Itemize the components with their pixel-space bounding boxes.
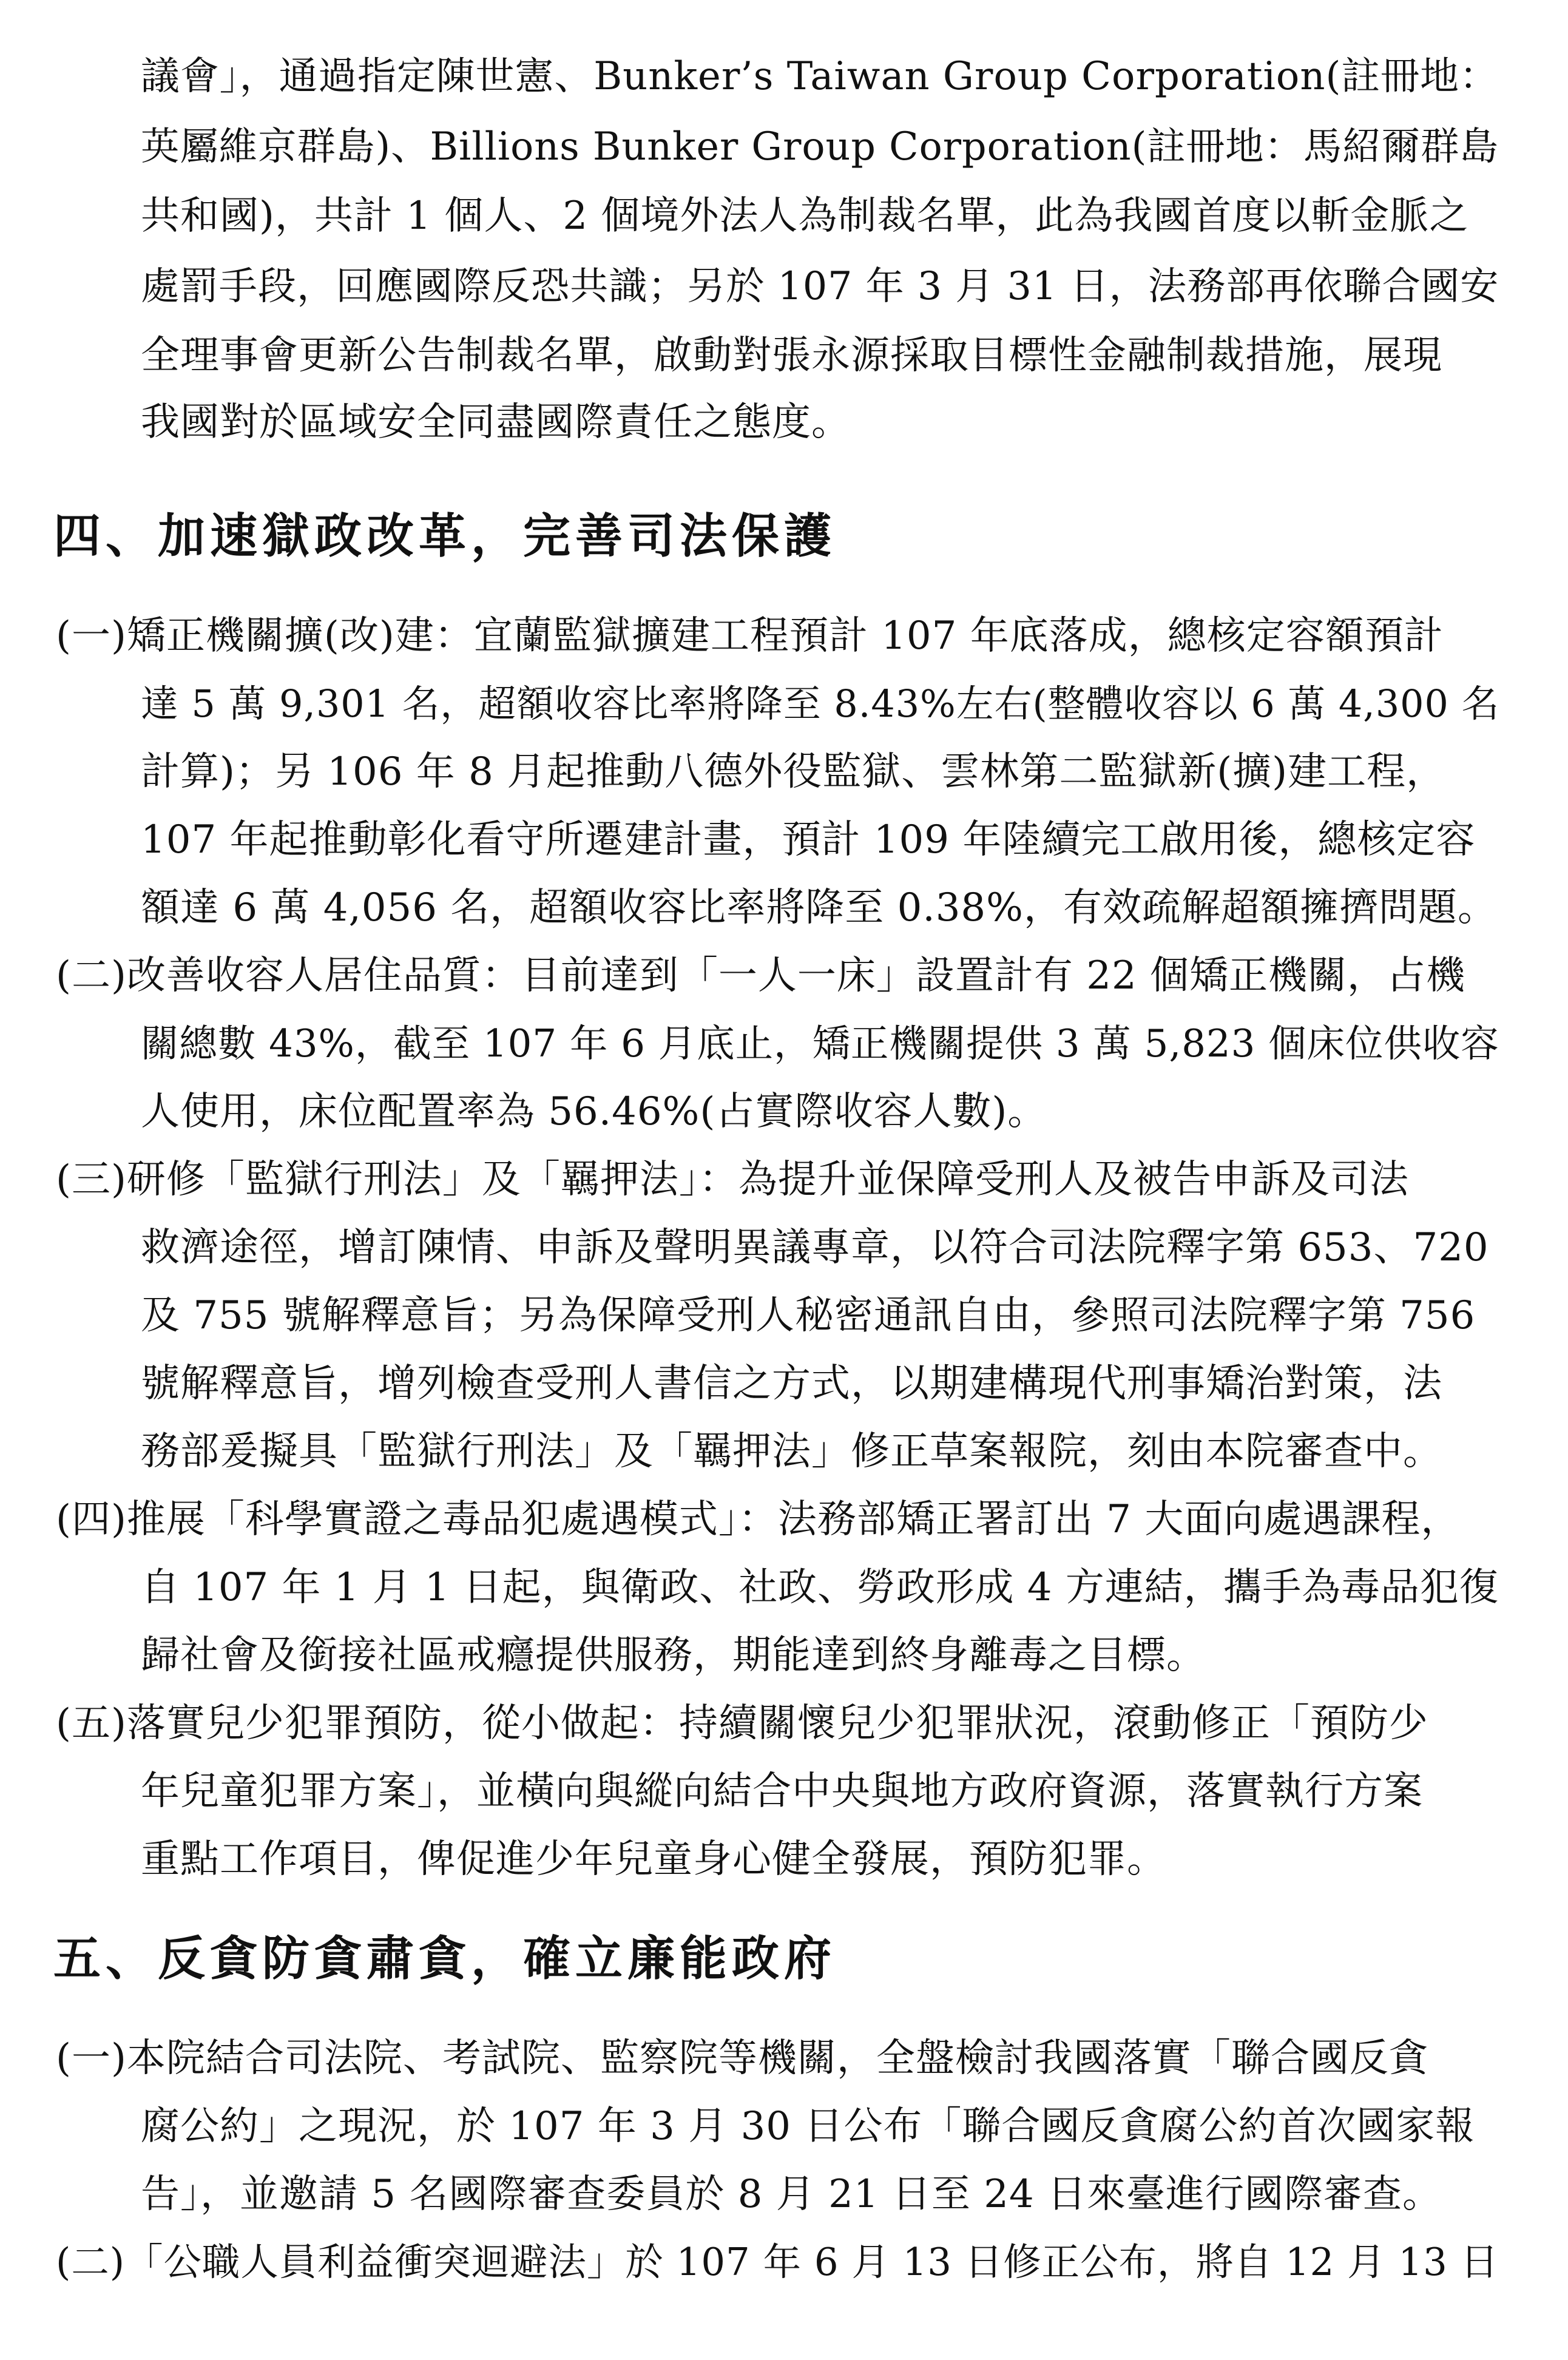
section-4-item-3-line: (三)研修「監獄行刑法」及「羈押法」：為提升並保障受刑人及被告申訴及司法 bbox=[56, 1157, 1409, 1202]
intro-line: 處罰手段，回應國際反恐共識；另於 107 年 3 月 31 日，法務部再依聯合國安 bbox=[141, 263, 1499, 308]
section-4-item-1-line: 額達 6 萬 4,056 名，超額收容比率將降至 0.38%，有效疏解超額擁擠問題。 bbox=[141, 885, 1497, 930]
intro-line: 共和國)，共計 1 個人、2 個境外法人為制裁名單，此為我國首度以斬金脈之 bbox=[141, 194, 1469, 238]
section-5-item-1-line: 腐公約」之現況，於 107 年 3 月 30 日公布「聯合國反貪腐公約首次國家報 bbox=[141, 2104, 1475, 2149]
section-4-item-3-line: 救濟途徑，增訂陳情、申訴及聲明異議專章，以符合司法院釋字第 653、720 bbox=[141, 1225, 1489, 1270]
section-4-item-1-line: 計算)；另 106 年 8 月起推動八德外役監獄、雲林第二監獄新(擴)建工程， bbox=[141, 749, 1446, 794]
section-4-heading: 四、加速獄政改革，完善司法保護 bbox=[53, 509, 837, 564]
section-4-item-2-line: 關總數 43%，截至 107 年 6 月底止，矯正機關提供 3 萬 5,823 個床位供收容 bbox=[141, 1021, 1499, 1066]
section-4-item-5-line: 年兒童犯罪方案」，並橫向與縱向結合中央與地方政府資源，落實執行方案 bbox=[141, 1769, 1423, 1814]
intro-line: 英屬維京群島)、Billions Bunker Group Corporation(註冊地：馬紹爾群島 bbox=[141, 124, 1499, 169]
section-5-item-1-line: 告」，並邀請 5 名國際審查委員於 8 月 21 日至 24 日來臺進行國際審查。 bbox=[141, 2172, 1442, 2217]
section-5-item-1-line: (一)本院結合司法院、考試院、監察院等機關，全盤檢討我國落實「聯合國反貪 bbox=[56, 2036, 1428, 2081]
section-4-item-4-line: 自 107 年 1 月 1 日起，與衛政、社政、勞政形成 4 方連結，攜手為毒品犯復 bbox=[141, 1565, 1499, 1610]
section-4-item-1-line: (一)矯正機關擴(改)建：宜蘭監獄擴建工程預計 107 年底落成，總核定容額預計 bbox=[56, 614, 1444, 658]
section-4-item-1-line: 107 年起推動彰化看守所遷建計畫，預計 109 年陸續完工啟用後，總核定容 bbox=[141, 817, 1476, 862]
section-4-item-4-line: (四)推展「科學實證之毒品犯處遇模式」：法務部矯正署訂出 7 大面向處遇課程， bbox=[56, 1497, 1461, 1542]
intro-line: 全理事會更新公告制裁名單，啟動對張永源採取目標性金融制裁措施，展現 bbox=[141, 333, 1442, 378]
section-4-item-2-line: 人使用，床位配置率為 56.46%(占實際收容人數)。 bbox=[141, 1089, 1047, 1134]
section-4-item-2-line: (二)改善收容人居住品質：目前達到「一人一床」設置計有 22 個矯正機關，占機 bbox=[56, 953, 1466, 998]
section-4-item-3-line: 及 755 號解釋意旨；另為保障受刑人秘密通訊自由，參照司法院釋字第 756 bbox=[141, 1293, 1476, 1338]
section-4-item-3-line: 務部爰擬具「監獄行刑法」及「羈押法」修正草案報院，刻由本院審查中。 bbox=[141, 1429, 1442, 1474]
section-4-item-5-line: 重點工作項目，俾促進少年兒童身心健全發展，預防犯罪。 bbox=[141, 1837, 1166, 1882]
section-5-item-2-line: (二)「公職人員利益衝突迴避法」於 107 年 6 月 13 日修正公布，將自 12 月 13 日 bbox=[56, 2240, 1499, 2284]
intro-line: 我國對於區域安全同盡國際責任之態度。 bbox=[141, 400, 851, 445]
section-4-item-3-line: 號解釋意旨，增列檢查受刑人書信之方式，以期建構現代刑事矯治對策，法 bbox=[141, 1361, 1442, 1406]
section-4-item-5-line: (五)落實兒少犯罪預防，從小做起：持續關懷兒少犯罪狀況，滾動修正「預防少 bbox=[56, 1701, 1428, 1746]
section-4-item-4-line: 歸社會及銜接社區戒癮提供服務，期能達到終身離毒之目標。 bbox=[141, 1633, 1206, 1678]
section-5-heading: 五、反貪防貪肅貪，確立廉能政府 bbox=[53, 1931, 837, 1986]
section-4-item-1-line: 達 5 萬 9,301 名，超額收容比率將降至 8.43%左右(整體收容以 6 萬 4,300 名 bbox=[141, 682, 1500, 726]
intro-line: 議會」，通過指定陳世憲、Bunker’s Taiwan Group Corporation(註冊地： bbox=[141, 54, 1499, 99]
